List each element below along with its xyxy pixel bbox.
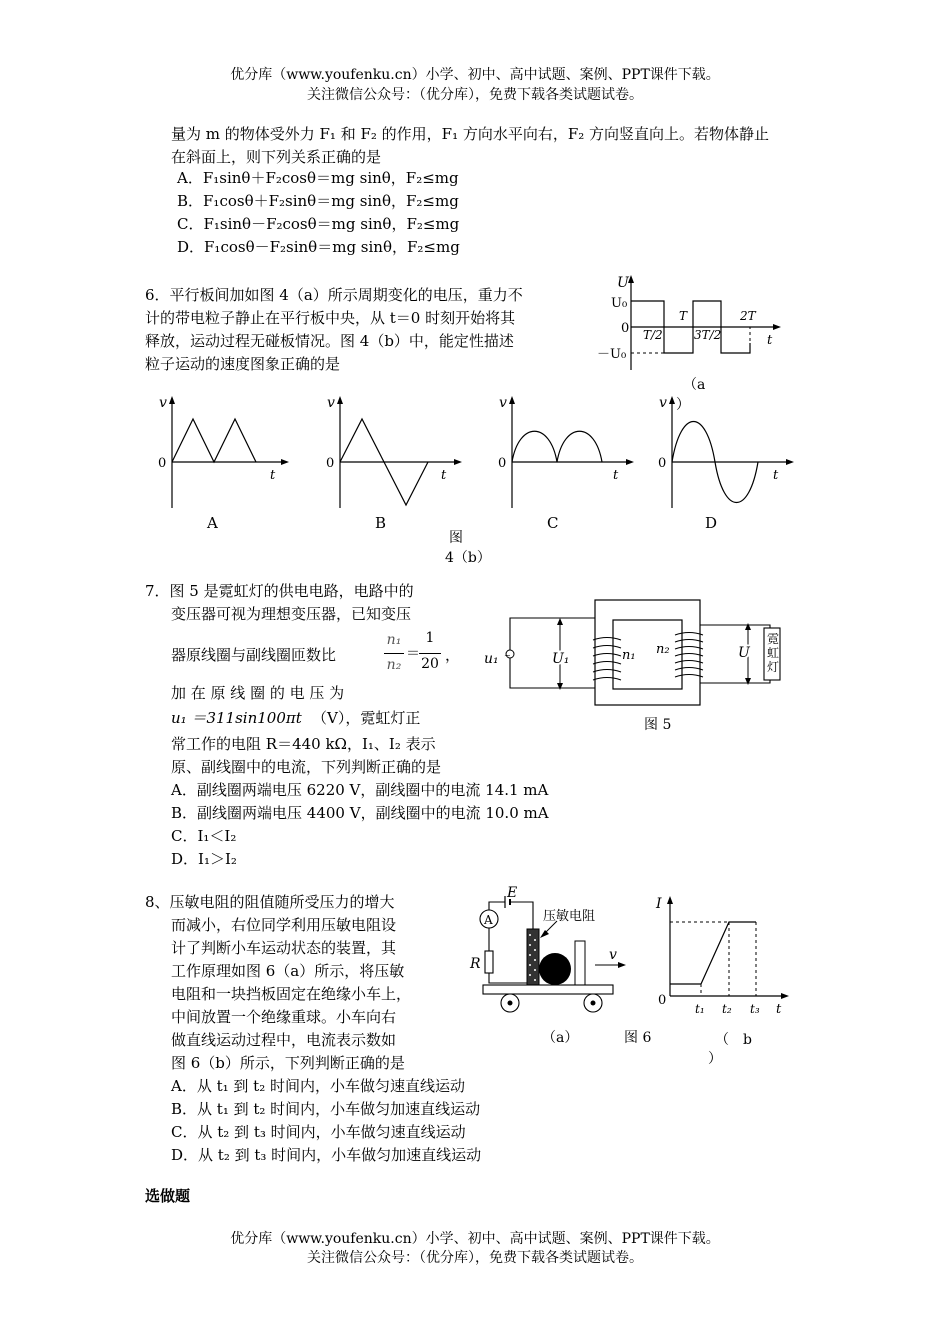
graph-b-v-label: v: [327, 395, 335, 411]
graph-b-t-label: t: [441, 468, 447, 483]
fig6b-t1-label: t₁: [695, 1002, 705, 1016]
q7-line5: （V），霓虹灯正: [312, 709, 421, 727]
q7-line3: 器原线圈与副线圈匝数比: [171, 646, 337, 664]
q7-line2: 变压器可视为理想变压器，已知变压: [171, 605, 412, 623]
fig5-lamp-label: 霓虹灯: [766, 632, 779, 674]
q7-ratio-num: 1: [425, 630, 435, 646]
graph-c-v-label: v: [499, 395, 507, 411]
fig5-n1-label: n₁: [622, 648, 636, 663]
figure-5-transformer-circuit: [480, 595, 800, 715]
graph-d-zero: 0: [658, 456, 667, 471]
q8-option-c: C．从 t₂ 到 t₃ 时间内，小车做匀速直线运动: [171, 1123, 466, 1141]
page-header-line1: 优分库（www.youfenku.cn）小学、初中、高中试题、案例、PPT课件下载。: [230, 67, 720, 83]
graph-a-v-label: v: [159, 395, 167, 411]
q7-ratio-n1: n₁: [386, 632, 402, 648]
fig4b-caption-1: 图: [449, 530, 463, 546]
q6-line2: 计的带电粒子静止在平行板中央，从 t＝0 时刻开始将其: [145, 309, 516, 327]
fig6b-I-label: I: [656, 896, 662, 912]
graph-a-zero: 0: [158, 456, 167, 471]
q7-line4: 加 在 原 线 圈 的 电 压 为: [171, 684, 345, 702]
fig4b-caption-2: 4（b）: [445, 550, 491, 566]
q5-stem-line2: 在斜面上，则下列关系正确的是: [171, 148, 382, 166]
q8-option-b: B．从 t₁ 到 t₂ 时间内，小车做匀加速直线运动: [171, 1100, 481, 1118]
fig6a-sensor-label: 压敏电阻: [543, 909, 596, 924]
fig5-U1-label: U₁: [552, 651, 570, 667]
graph-a-letter: A: [207, 514, 218, 532]
q7-option-b: B．副线圈两端电压 4400 V，副线圈中的电流 10.0 mA: [171, 804, 549, 822]
fig6b-t-label: t: [776, 1002, 782, 1017]
q7-option-c: C．I₁＜I₂: [171, 827, 237, 845]
q7-ratio-bar-right: [419, 653, 441, 654]
fig6b-zero: 0: [658, 993, 667, 1008]
fig6a-caption: （a）: [542, 1030, 579, 1046]
fig4a-neg-u0: －U₀: [597, 347, 627, 362]
fig4a-caption-1: （a: [683, 377, 706, 393]
fig4a-y-label: U: [617, 275, 629, 291]
q5-option-d: D．F₁cosθ－F₂sinθ＝mg sinθ，F₂≤mg: [177, 238, 460, 256]
fig6-caption: 图 6: [624, 1030, 652, 1046]
graph-b-triangle-alternating: [323, 395, 463, 510]
figure-6a-pressure-sensor-cart: [465, 885, 635, 1020]
fig6b-caption-2: ）: [708, 1051, 722, 1067]
q8-line1: 8、压敏电阻的阻值随所受压力的增大: [145, 893, 395, 911]
graph-d-t-label: t: [773, 468, 779, 483]
fig6b-caption-1: （ b: [715, 1032, 752, 1048]
graph-d-v-label: v: [659, 395, 667, 411]
q8-line8: 图 6（b）所示，下列判断正确的是: [171, 1054, 405, 1072]
q5-option-b: B．F₁cosθ＋F₂sinθ＝mg sinθ，F₂≤mg: [177, 192, 459, 210]
fig4a-x-label: t: [767, 333, 773, 348]
fig6b-t2-label: t₂: [722, 1002, 732, 1016]
q7-line7: 原、副线圈中的电流，下列判断正确的是: [171, 758, 442, 776]
fig4a-tick-3half-t: 3T/2: [694, 328, 722, 342]
q7-option-a: A．副线圈两端电压 6220 V，副线圈中的电流 14.1 mA: [171, 781, 549, 799]
page-footer-line1: 优分库（www.youfenku.cn）小学、初中、高中试题、案例、PPT课件下载。: [230, 1231, 720, 1247]
q8-line4: 工作原理如图 6（a）所示，将压敏: [171, 962, 405, 980]
q8-line7: 做直线运动过程中，电流表示数如: [171, 1031, 397, 1049]
fig6a-v-label: v: [609, 947, 617, 963]
fig4a-tick-t: T: [679, 309, 688, 323]
svg-text:~: ~: [504, 651, 511, 660]
q7-formula: u₁ ＝311sin100πt: [171, 709, 302, 727]
fig6a-R-label: R: [470, 956, 481, 972]
q7-line1: 7．图 5 是霓虹灯的供电电路，电路中的: [145, 582, 414, 600]
q7-ratio-eq: ＝: [406, 646, 420, 662]
fig4a-zero: 0: [621, 321, 630, 336]
fig4a-tick-half-t: T/2: [643, 328, 663, 342]
q7-option-d: D．I₁＞I₂: [171, 850, 237, 868]
q5-option-c: C．F₁sinθ－F₂cosθ＝mg sinθ，F₂≤mg: [177, 215, 460, 233]
fig6a-E-label: E: [507, 885, 518, 901]
graph-c-t-label: t: [613, 468, 619, 483]
graph-b-zero: 0: [326, 456, 335, 471]
fig6a-ammeter-label: A: [484, 913, 493, 927]
page-header-line2: 关注微信公众号：（优分库），免费下载各类试题试卷。: [307, 87, 643, 103]
figure-6b-current-graph: [650, 890, 795, 1020]
graph-c-rectified-sine: [495, 395, 635, 510]
q7-line6: 常工作的电阻 R＝440 kΩ，I₁、I₂ 表示: [171, 735, 436, 753]
fig4a-u0: U₀: [611, 296, 628, 311]
graph-c-letter: C: [547, 514, 559, 532]
q7-ratio-n2: n₂: [386, 657, 402, 673]
q8-line3: 计了判断小车运动状态的装置，其: [171, 939, 397, 957]
q8-option-a: A．从 t₁ 到 t₂ 时间内，小车做匀速直线运动: [171, 1077, 465, 1095]
graph-d-letter: D: [705, 514, 718, 532]
q8-line5: 电阻和一块挡板固定在绝缘小车上，: [171, 985, 412, 1003]
fig5-u1-label: u₁: [484, 651, 499, 667]
q8-option-d: D．从 t₂ 到 t₃ 时间内，小车做匀加速直线运动: [171, 1146, 482, 1164]
graph-a-triangle-wave: [155, 395, 290, 510]
q6-line4: 粒子运动的速度图象正确的是: [145, 355, 341, 373]
graph-c-zero: 0: [498, 456, 507, 471]
page-footer-line2: 关注微信公众号：（优分库），免费下载各类试题试卷。: [307, 1250, 643, 1266]
fig5-n2-label: n₂: [656, 642, 670, 657]
fig6b-t3-label: t₃: [750, 1002, 760, 1016]
q6-line3: 释放，运动过程无碰板情况。图 4（b）中，能定性描述: [145, 332, 514, 350]
graph-a-t-label: t: [270, 468, 276, 483]
graph-b-letter: B: [375, 514, 387, 532]
q6-line1: 6．平行板间加如图 4（a）所示周期变化的电压，重力不: [145, 286, 523, 304]
fig5-U2-label: U: [738, 645, 750, 661]
fig4a-caption-2: ）: [676, 397, 690, 413]
q7-ratio-den: 20: [421, 656, 439, 672]
q7-ratio-comma: ，: [445, 646, 461, 664]
section-title-optional: 选做题: [145, 1187, 191, 1205]
q8-line6: 中间放置一个绝缘重球。小车向右: [171, 1008, 397, 1026]
q8-line2: 而减小，右位同学利用压敏电阻设: [171, 916, 397, 934]
graph-d-sine-wave: [655, 395, 795, 510]
q5-stem-line1: 量为 m 的物体受外力 F₁ 和 F₂ 的作用，F₁ 方向水平向右，F₂ 方向竖直向上。若物体静止: [171, 125, 770, 143]
q5-option-a: A．F₁sinθ＋F₂cosθ＝mg sinθ，F₂≤mg: [177, 169, 459, 187]
fig4a-tick-2t: 2T: [740, 309, 756, 323]
fig5-caption: 图 5: [644, 717, 672, 733]
q7-ratio-bar-left: [384, 653, 404, 654]
